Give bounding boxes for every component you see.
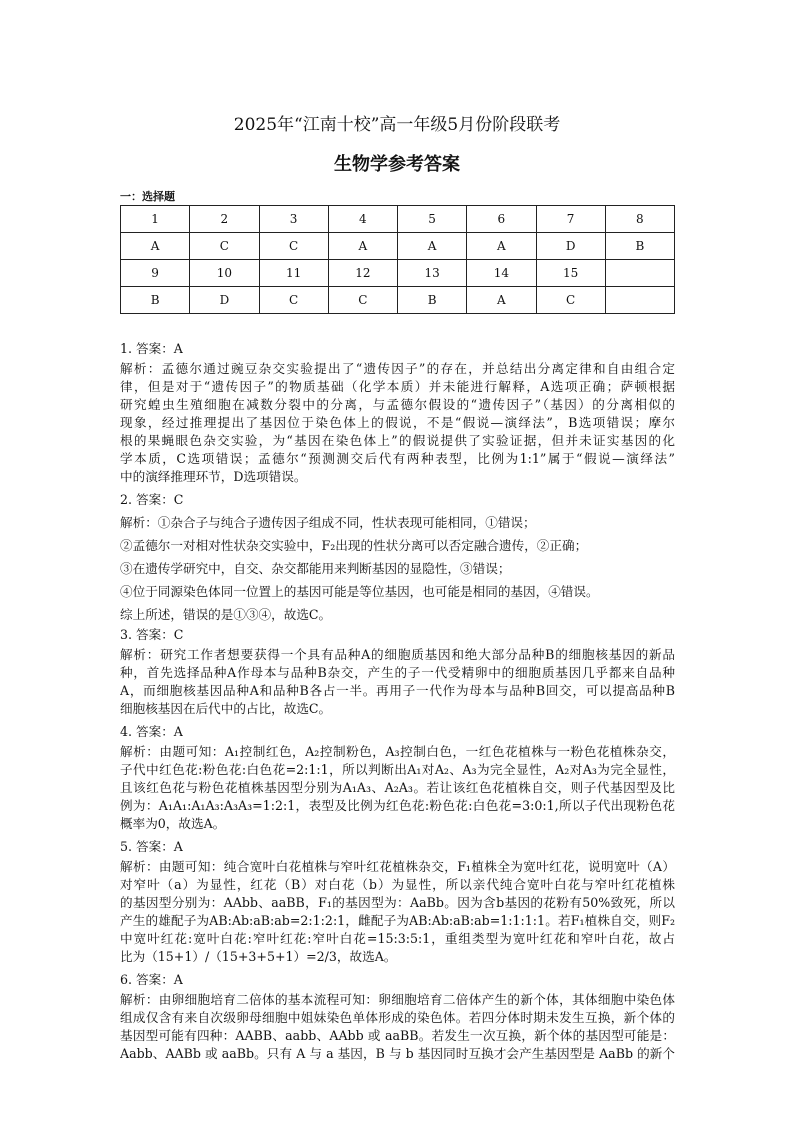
explanation-line: 综上所述，错误的是①③④，故选C。 bbox=[120, 607, 332, 622]
table-cell: C bbox=[259, 233, 328, 260]
explanation-line: 根的果蝇眼色杂交实验，为“基因在染色体上”的假说提供了实验证据，但并未证实基因的化 bbox=[120, 433, 675, 448]
answer-table bbox=[120, 205, 675, 314]
explanation-line: 解析：①杂合子与纯合子遗传因子组成不同，性状表现可能相同，①错误； bbox=[120, 515, 536, 530]
explanation-line: 现象，经过推理提出了基因位于染色体上的假说，不是“假说—演绎法”，B选项错误；摩尔 bbox=[120, 415, 675, 430]
table-cell: B bbox=[605, 233, 674, 260]
table-cell: 2 bbox=[190, 206, 259, 233]
table-cell: 10 bbox=[190, 260, 259, 287]
answer-row bbox=[121, 287, 675, 314]
explanation-line: 律，但是对于“遗传因子”的物质基础（化学本质）并未能进行解释，A选项正确；萨顿根据 bbox=[120, 379, 675, 394]
answer-row bbox=[121, 233, 675, 260]
document-subtitle: 生物学参考答案 bbox=[334, 154, 460, 175]
table-cell: A bbox=[328, 233, 397, 260]
question-block bbox=[120, 723, 675, 833]
table-cell: A bbox=[121, 233, 190, 260]
table-cell: 12 bbox=[328, 260, 397, 287]
explanation-line: 解析：由题可知：纯合宽叶白花植株与窄叶红花植株杂交，F₁植株全为宽叶红花，说明宽叶（A） bbox=[120, 859, 675, 874]
explanation-line: 种，首先选择品种A作母本与品种B杂交，产生的子一代受精卵中的细胞质基因几乎都来自品种 bbox=[120, 665, 675, 680]
explanation-line: ③在遗传学研究中，自交、杂交都能用来判断基因的显隐性，③错误； bbox=[120, 561, 511, 576]
table-cell: 9 bbox=[121, 260, 190, 287]
table-cell: C bbox=[190, 233, 259, 260]
explanation-line: 研究蝗虫生殖细胞在减数分裂中的分离，与孟德尔假设的“遗传因子”（基因）的分离相似的 bbox=[120, 397, 675, 412]
table-cell: 6 bbox=[467, 206, 536, 233]
table-cell: 14 bbox=[467, 260, 536, 287]
question-number-row bbox=[121, 206, 675, 233]
answer-label: 5. 答案：A bbox=[120, 839, 183, 854]
table-cell: 4 bbox=[328, 206, 397, 233]
explanation-line: ②孟德尔一对相对性状杂交实验中，F₂出现的性状分离可以否定融合遗传，②正确； bbox=[120, 538, 588, 553]
explanation-line: 解析：孟德尔通过豌豆杂交实验提出了“遗传因子”的存在，并总结出分离定律和自由组合定 bbox=[120, 361, 675, 376]
table-cell: B bbox=[398, 287, 467, 314]
answer-label: 2. 答案：C bbox=[120, 492, 184, 507]
table-cell bbox=[605, 260, 674, 287]
explanation-line: 中宽叶红花:宽叶白花:窄叶红花:窄叶白花=15:3:5:1，重组类型为宽叶红花和窄叶白花，故占 bbox=[120, 931, 675, 946]
table-cell: 5 bbox=[398, 206, 467, 233]
section-heading: 一：选择题 bbox=[120, 190, 175, 203]
answer-explanations bbox=[120, 340, 675, 1068]
question-block bbox=[120, 491, 675, 626]
explanation-line: 的基因型分别为：AAbb、aaBB，F₁的基因型为：AaBb。因为含b基因的花粉有50%致死，所以 bbox=[120, 895, 675, 910]
explanation-line: 细胞核基因在后代中的占比，故选C。 bbox=[120, 701, 332, 716]
table-cell: C bbox=[536, 287, 605, 314]
table-cell: 1 bbox=[121, 206, 190, 233]
explanation-line: 子代中红色花:粉色花:白色花=2:1:1，所以判断出A₁对A₂、A₃为完全显性，A₂对A₃为完全显性， bbox=[120, 762, 675, 777]
table-cell: 3 bbox=[259, 206, 328, 233]
table-cell: A bbox=[467, 287, 536, 314]
answer-label: 3. 答案：C bbox=[120, 627, 184, 642]
table-cell: B bbox=[121, 287, 190, 314]
table-cell: 13 bbox=[398, 260, 467, 287]
table-cell bbox=[605, 287, 674, 314]
table-cell: A bbox=[467, 233, 536, 260]
explanation-line: A，而细胞核基因品种A和品种B各占一半。再用子一代作为母本与品种B回交，可以提高品种B bbox=[120, 683, 675, 698]
table-cell: C bbox=[328, 287, 397, 314]
explanation-line: 例为：A₁A₁:A₁A₃:A₃A₃=1:2:1，表型及比例为红色花:粉色花:白色花=3:0:1,所以子代出现粉色花 bbox=[120, 798, 675, 813]
explanation-line: 且该红色花与粉色花植株基因型分别为A₁A₃、A₂A₃。若让该红色花植株自交，则子代基因型及比 bbox=[120, 780, 675, 795]
table-cell: D bbox=[190, 287, 259, 314]
explanation-line: 比为（15+1）/（15+3+5+1）=2/3，故选A。 bbox=[120, 949, 397, 964]
table-cell: 7 bbox=[536, 206, 605, 233]
explanation-line: 中的演绎推理环节，D选项错误。 bbox=[120, 469, 307, 484]
answer-label: 1. 答案：A bbox=[120, 341, 183, 356]
question-block bbox=[120, 838, 675, 966]
explanation-line: Aabb、AABb 或 aaBb。只有 A 与 a 基因，B 与 b 基因同时互换才会产生基因型是 AaBb 的新个 bbox=[120, 1046, 675, 1061]
table-cell: D bbox=[536, 233, 605, 260]
explanation-line: 学本质，C选项错误；孟德尔“预测测交后代有两种表型，比例为1:1”属于“假说—演绎法” bbox=[120, 451, 675, 466]
table-cell: 15 bbox=[536, 260, 605, 287]
explanation-line: 解析：由卵细胞培育二倍体的基本流程可知：卵细胞培育二倍体产生的新个体，其体细胞中染色体 bbox=[120, 992, 675, 1007]
document-title: 2025年“江南十校”高一年级5月份阶段联考 bbox=[233, 115, 561, 135]
table-cell: C bbox=[259, 287, 328, 314]
question-block bbox=[120, 340, 675, 486]
explanation-line: 解析：由题可知：A₁控制红色，A₂控制粉色，A₃控制白色，一红色花植株与一粉色花植株杂交， bbox=[120, 744, 675, 759]
table-cell: A bbox=[398, 233, 467, 260]
question-block bbox=[120, 626, 675, 718]
table-cell: 11 bbox=[259, 260, 328, 287]
explanation-line: 组成仅含有来自次级卵母细胞中姐妹染色单体形成的染色体。若四分体时期未发生互换，新个体的 bbox=[120, 1010, 675, 1025]
explanation-line: 概率为0，故选A。 bbox=[120, 816, 226, 831]
question-block bbox=[120, 971, 675, 1063]
answer-label: 4. 答案：A bbox=[120, 724, 183, 739]
explanation-line: 对窄叶（a）为显性，红花（B）对白花（b）为显性，所以亲代纯合宽叶白花与窄叶红花植株 bbox=[120, 877, 675, 892]
table-cell: 8 bbox=[605, 206, 674, 233]
explanation-line: 基因型可能有四种：AABB、aabb、AAbb 或 aaBB。若发生一次互换，新个体的基因型可能是： bbox=[120, 1028, 675, 1043]
answer-label: 6. 答案：A bbox=[120, 972, 183, 987]
explanation-line: 产生的雄配子为AB:Ab:aB:ab=2:1:2:1，雌配子为AB:Ab:aB:ab=1:1:1:1。若F₁植株自交，则F₂ bbox=[120, 913, 675, 928]
question-number-row bbox=[121, 260, 675, 287]
explanation-line: ④位于同源染色体同一位置上的基因可能是等位基因，也可能是相同的基因，④错误。 bbox=[120, 584, 599, 599]
explanation-line: 解析：研究工作者想要获得一个具有品种A的细胞质基因和绝大部分品种B的细胞核基因的新品 bbox=[120, 647, 675, 662]
